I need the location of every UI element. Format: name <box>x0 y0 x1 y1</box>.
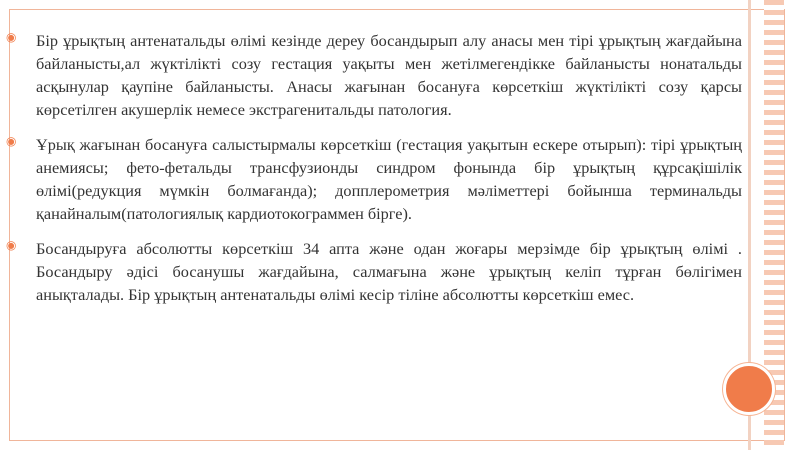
bullet-paragraph-2 <box>6 133 742 225</box>
circle-bullet-icon: ◉ <box>6 238 17 252</box>
bullet-paragraph-1 <box>6 29 742 121</box>
circle-bullet-icon: ◉ <box>6 134 17 148</box>
bullet-paragraph-3 <box>6 237 742 306</box>
paragraph-text: Ұрық жағынан босануға салыстырмалы көрсеткіш (гестация уақытын ескере отырып): тірі ұрықтың анемиясы; фето-фетальды трансфузионды синдром фонында бір ұрықтың құрсақішілік өлімі(редукция мүмкін болмағанда); допплерометрия мәліметтері бойынша терминальды қанайналым(патологиялық кардиотокограммен бірге). <box>36 135 742 223</box>
decorative-circle-icon <box>723 363 775 415</box>
paragraph-text: Бір ұрықтың антенатальды өлімі кезінде дереу босандырып алу анасы мен тірі ұрықтың жағдайына байланысты,ал жүктілікті созу гестация уақыты мен жетілмегендікке байланысты нонатальды асқынулар қаупіне байланысты. Анасы жағынан босануға көрсеткіш жүктілікті созу қарсы көрсетілген акушерлік немесе экстрагенитальды патология. <box>36 31 742 119</box>
paragraph-text: Босандыруға абсолютты көрсеткіш 34 апта және одан жоғары мерзімде бір ұрықтың өлімі . Босандыру әдісі босанушы жағдайына, салмағына және ұрықтың келіп тұрған бөлігімен анықталады. Бір ұрықтың антенатальды өлімі кесір тіліне абсолютты көрсеткіш емес. <box>36 239 742 304</box>
circle-bullet-icon: ◉ <box>6 30 17 44</box>
slide-content <box>6 29 742 318</box>
